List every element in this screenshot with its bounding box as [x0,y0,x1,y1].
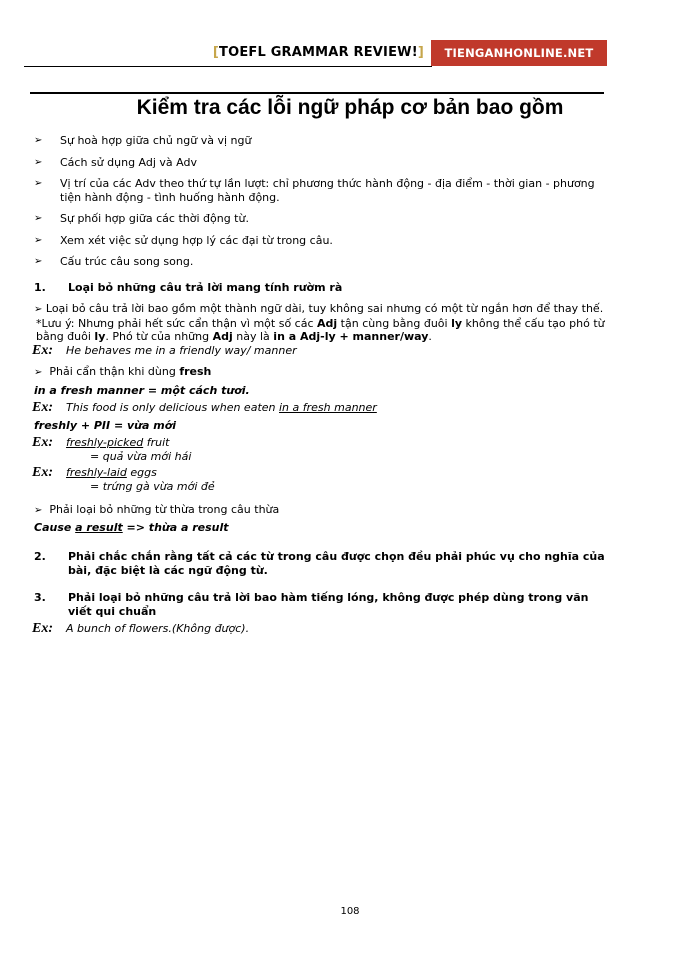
content [34,134,606,636]
arrow-bullet-icon: ➢ [34,234,43,246]
section-1-note: *Lưu ý: Nhưng phải hết sức cẩn thận vì một số các Adj tận cùng bằng đuôi ly không thể cấu tạo phó từ bằng đuôi ly. Phó từ của những Adj này là in a Adj-ly + manner/way. [36,316,605,343]
arrow-bullet-icon: ➢ [34,156,43,168]
section-2-heading: 2. Phải chắc chắn rằng tất cả các từ trong câu được chọn đều phải phúc vụ cho nghĩa của bài, đặc biệt là các ngữ động từ. [34,550,605,577]
header-rule [24,66,432,67]
list-item: ➢ Xem xét việc sử dụng hợp lý các đại từ trong câu. [34,233,333,247]
page-header [24,40,607,66]
example-3-meaning: = quả vừa mới hái [90,449,192,463]
site-badge: TIENGANHONLINE.NET [431,40,607,66]
example-4: Ex: freshly-laid eggs [32,465,157,480]
section-1-bullet-1: ➢ Loại bỏ câu trả lời bao gồm một thành ngữ dài, tuy không sai nhưng có một từ ngắn hơn để thay thế. [34,302,604,315]
header-title: [TOEFL GRAMMAR REVIEW!] [212,45,424,60]
page-number: 108 [340,906,360,917]
arrow-bullet-icon: ➢ [34,367,43,378]
example-4-meaning: = trứng gà vừa mới đẻ [90,479,215,493]
arrow-bullet-icon: ➢ [34,304,43,315]
example-5: Ex: A bunch of flowers.(Không được). [32,621,250,636]
list-item: ➢ Sự hoà hợp giữa chủ ngữ và vị ngữ [34,134,252,147]
list-item: ➢ Sự phối hợp giữa các thời động từ. [34,212,249,225]
list-item: ➢ Cấu trúc câu song song. [34,255,194,268]
example-3: Ex: freshly-picked fruit [32,435,170,450]
rule-3: Cause a result => thừa a result [34,520,229,534]
rule-1: in a fresh manner = một cách tươi. [34,383,250,397]
arrow-bullet-icon: ➢ [34,135,43,146]
arrow-bullet-icon: ➢ [34,505,43,516]
section-3-heading: 3. Phải loại bỏ những câu trả lời bao hàm tiếng lóng, không được phép dùng trong văn viết qui chuẩn [34,591,589,618]
section-1-bullet-2: ➢ Phải cẩn thận khi dùng fresh [34,365,212,378]
rule-2: freshly + PII = vừa mới [34,418,177,432]
list-item: ➢ Cách sử dụng Adj và Adv [34,155,197,169]
section-1-bullet-3: ➢ Phải loại bỏ những từ thừa trong câu thừa [34,503,280,516]
title-rule [30,92,604,94]
example-2: Ex: This food is only delicious when eaten in a fresh manner [32,400,377,415]
arrow-bullet-icon: ➢ [34,178,43,189]
example-1: Ex: He behaves me in a friendly way/ manner [32,342,297,358]
section-1-heading: 1. Loại bỏ những câu trả lời mang tính rườm rà [34,280,343,294]
page-title: Kiểm tra các lỗi ngữ pháp cơ bản bao gồm [136,96,564,119]
list-item: ➢ Vị trí của các Adv theo thứ tự lần lượt: chỉ phương thức hành động - địa điểm - thời gian - phương tiện hành động - tình huống hành động. [34,177,595,204]
arrow-bullet-icon: ➢ [34,213,43,224]
arrow-bullet-icon: ➢ [34,256,43,267]
